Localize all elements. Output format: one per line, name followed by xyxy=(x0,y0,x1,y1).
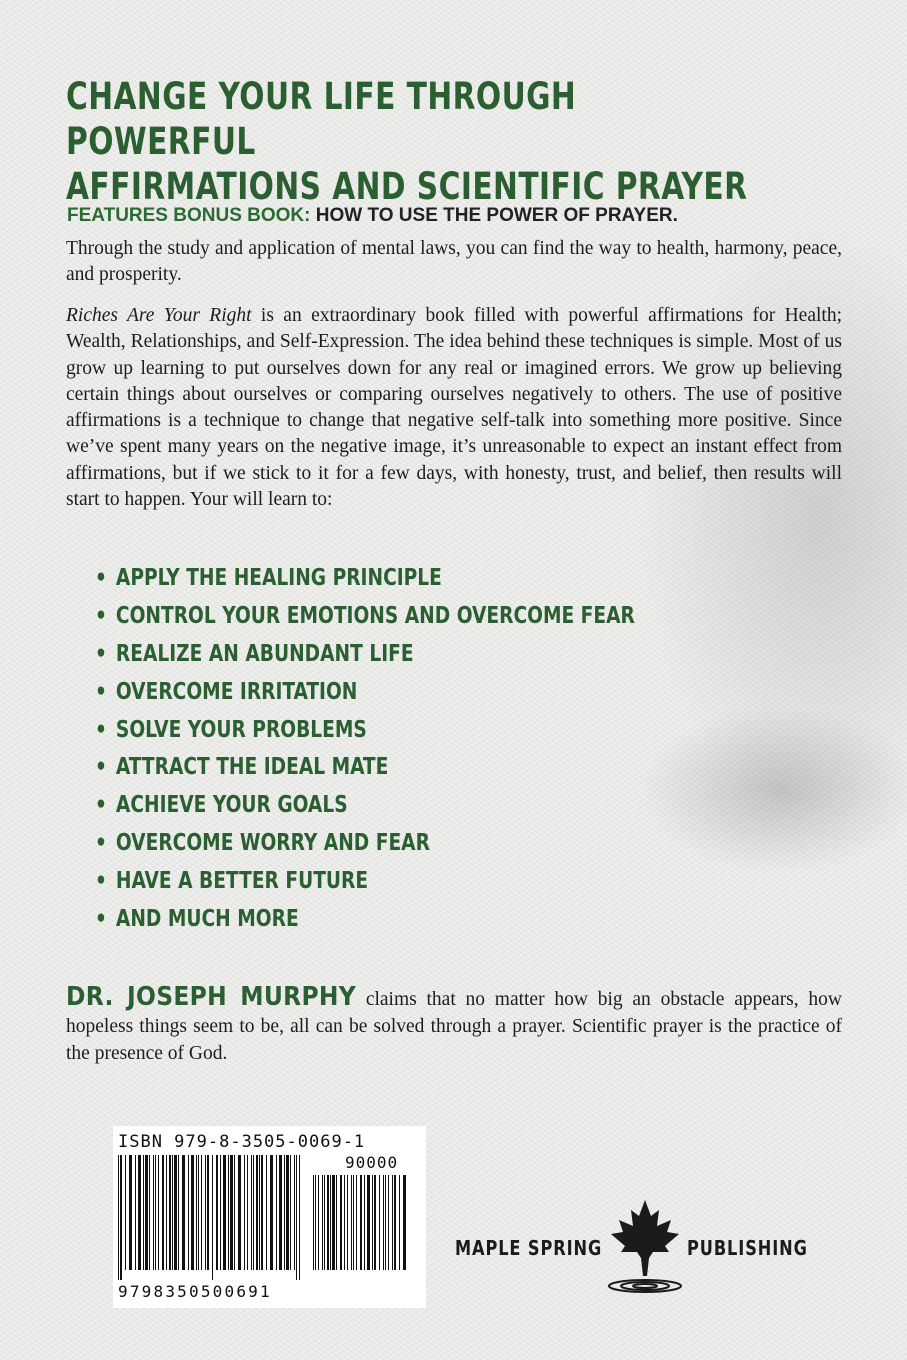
barcode-bar xyxy=(216,1155,218,1270)
barcode-bar xyxy=(120,1155,122,1280)
barcode-bar xyxy=(125,1155,126,1270)
barcode-bar xyxy=(286,1155,289,1270)
learn-item-text: CONTROL YOUR EMOTIONS AND OVERCOME FEAR xyxy=(115,602,635,629)
book-title: Riches Are Your Right xyxy=(66,305,252,326)
barcode-bar xyxy=(351,1175,352,1270)
barcode-bar xyxy=(388,1175,389,1270)
barcode-bar xyxy=(201,1155,202,1270)
learn-item xyxy=(95,674,635,712)
barcode-bar xyxy=(169,1155,171,1270)
barcode-bar xyxy=(234,1155,235,1270)
barcode-bar xyxy=(118,1155,119,1280)
publisher-logo xyxy=(455,1196,840,1306)
headline-line-2: AFFIRMATIONS AND SCIENTIFIC PRAYER xyxy=(66,164,748,208)
barcode-bar xyxy=(228,1155,229,1270)
barcode-bar xyxy=(276,1155,277,1270)
barcode-bar xyxy=(374,1175,376,1270)
barcode-bar xyxy=(392,1175,393,1270)
bullet-icon: • xyxy=(95,678,107,705)
barcode-bar xyxy=(322,1175,323,1270)
barcode-bar xyxy=(253,1155,254,1270)
bullet-icon: • xyxy=(95,754,107,781)
barcode-bar xyxy=(230,1155,233,1270)
barcode-bar xyxy=(212,1155,213,1280)
barcode-bar xyxy=(266,1155,267,1270)
learn-item xyxy=(95,863,635,901)
learn-item-text: OVERCOME IRRITATION xyxy=(115,678,358,705)
learn-item xyxy=(95,560,635,598)
barcode-bar xyxy=(145,1155,148,1270)
barcode-bar xyxy=(143,1155,144,1270)
barcode-bar xyxy=(244,1155,245,1270)
barcode-bar xyxy=(315,1175,316,1270)
bonus-title: HOW TO USE THE POWER OF PRAYER. xyxy=(315,205,678,226)
intro-paragraph: Through the study and application of mental laws, you can find the way to health, harmony, peace, and prosperity. xyxy=(66,238,842,286)
barcode-bar xyxy=(347,1175,348,1270)
description-text: is an extraordinary book filled with powerful affirmations for Health; Wealth, Relationships, and Self-Expression. The idea behind these techniques is simple. Most of us grow up learning to put ourselves down for any real or imagined errors. We grow up believing certain things about ourselves or comparing ourselves negatively to others. The use of positive affirmations is a technique to change that negative self-talk into something more positive. Since we’ve spent many years on the negative image, it’s unreasonable to expect an instant effect from affirmations, but if we stick to it for a few days, with honesty, trust, and belief, then results will start to happen. Your will learn to: xyxy=(66,305,842,511)
description-paragraph xyxy=(66,303,842,513)
barcode-bar xyxy=(330,1175,331,1270)
barcode-bar xyxy=(353,1175,354,1270)
learn-item xyxy=(95,787,635,825)
barcode-bar xyxy=(220,1155,221,1270)
bullet-icon: • xyxy=(95,602,107,629)
barcode-bar xyxy=(238,1155,241,1270)
barcode-bar xyxy=(166,1155,167,1270)
barcode-bar xyxy=(174,1155,177,1270)
isbn-text: ISBN 979-8-3505-0069-1 xyxy=(118,1132,366,1152)
barcode-bar xyxy=(259,1155,260,1270)
barcode-bar xyxy=(399,1175,400,1270)
barcode-bar xyxy=(367,1175,370,1270)
barcode-bar xyxy=(261,1155,263,1270)
bonus-label: FEATURES BONUS BOOK: xyxy=(67,205,311,226)
barcode-bar xyxy=(251,1155,252,1270)
barcode-bar xyxy=(296,1155,297,1280)
price-code: 90000 xyxy=(345,1153,399,1172)
author-name: DR. JOSEPH MURPHY xyxy=(66,982,357,1012)
barcode-bar xyxy=(394,1175,396,1270)
barcode-bar xyxy=(162,1155,164,1270)
barcode-bar xyxy=(332,1175,335,1270)
barcode-bar xyxy=(324,1175,325,1270)
learn-item xyxy=(95,712,635,750)
author-paragraph xyxy=(66,984,842,1067)
barcode-bar xyxy=(138,1155,141,1270)
learn-item-text: OVERCOME WORRY AND FEAR xyxy=(115,830,430,857)
barcode-bar xyxy=(379,1175,380,1270)
barcode-bar xyxy=(284,1155,285,1270)
barcode-bar xyxy=(327,1175,329,1270)
barcode-bar xyxy=(270,1155,273,1270)
barcode-bar xyxy=(149,1155,150,1270)
author-text: claims that no matter how big an obstacle appears, how hopeless things seem to be, all can be solved through a prayer. Scientific prayer is the practice of the presence of God. xyxy=(66,989,843,1064)
bullet-icon: • xyxy=(95,716,107,743)
bullet-icon: • xyxy=(95,868,107,895)
barcode-bar xyxy=(205,1155,206,1270)
barcode-bar xyxy=(364,1175,365,1270)
barcode-main xyxy=(118,1155,306,1280)
learn-item-text: ATTRACT THE IDEAL MATE xyxy=(115,754,389,781)
barcode-bar xyxy=(198,1155,199,1270)
barcode-bar xyxy=(191,1155,194,1270)
learn-item xyxy=(95,598,635,636)
bullet-icon: • xyxy=(95,565,107,591)
learn-item xyxy=(95,901,635,939)
barcode-bar xyxy=(279,1155,282,1270)
barcode-bar xyxy=(153,1155,154,1270)
learn-item-text: ACHIEVE YOUR GOALS xyxy=(115,792,348,819)
learn-item-text: AND MUCH MORE xyxy=(115,906,299,933)
learn-item xyxy=(95,749,635,787)
barcode-bar xyxy=(256,1155,258,1270)
barcode-bar xyxy=(182,1155,185,1270)
barcode-bar xyxy=(207,1155,209,1270)
barcode-bar xyxy=(313,1175,314,1270)
barcode-bar xyxy=(360,1175,362,1270)
barcode-bar xyxy=(172,1155,173,1270)
barcode-bar xyxy=(247,1155,248,1270)
barcode-bar xyxy=(344,1175,345,1270)
barcode-bar xyxy=(135,1155,136,1270)
barcode-bar xyxy=(318,1175,319,1270)
barcode-bar xyxy=(129,1155,132,1270)
headline-line-1: CHANGE YOUR LIFE THROUGH POWERFUL xyxy=(66,74,577,163)
barcode-bar xyxy=(383,1175,384,1270)
learn-item xyxy=(95,636,635,674)
barcode-bar xyxy=(403,1175,406,1270)
barcode-bar xyxy=(336,1175,337,1270)
bullet-icon: • xyxy=(95,640,107,667)
barcode-bar xyxy=(158,1155,159,1270)
bullet-icon: • xyxy=(95,792,107,819)
learn-item-text: REALIZE AN ABUNDANT LIFE xyxy=(115,640,414,667)
learn-item-text: SOLVE YOUR PROBLEMS xyxy=(115,716,367,743)
barcode-bar xyxy=(299,1155,300,1280)
barcode-bar xyxy=(290,1155,291,1270)
barcode-bar xyxy=(196,1155,197,1270)
barcode-bar xyxy=(178,1155,179,1270)
barcode-addon xyxy=(313,1175,413,1305)
barcode-bar xyxy=(294,1155,295,1270)
publisher-name-left: MAPLE SPRING xyxy=(455,1236,603,1260)
publisher-name-right: PUBLISHING xyxy=(687,1236,808,1260)
bullet-icon: • xyxy=(95,830,107,857)
barcode-bar xyxy=(155,1155,156,1270)
learn-list xyxy=(95,560,695,939)
learn-item-text: HAVE A BETTER FUTURE xyxy=(115,868,369,895)
barcode-bar xyxy=(385,1175,386,1270)
learn-item xyxy=(95,825,635,863)
bullet-icon: • xyxy=(95,906,107,933)
barcode-bar xyxy=(340,1175,342,1270)
learn-item-text: APPLY THE HEALING PRINCIPLE xyxy=(115,565,442,591)
barcode-bar xyxy=(188,1155,189,1270)
headline xyxy=(66,74,770,209)
barcode-bar xyxy=(356,1175,357,1270)
ean-digits: 9798350500691 xyxy=(118,1282,272,1301)
barcode-bar xyxy=(372,1175,373,1270)
maple-leaf-icon xyxy=(605,1196,685,1306)
barcode-bar xyxy=(223,1155,226,1270)
bonus-book-line xyxy=(67,205,678,227)
